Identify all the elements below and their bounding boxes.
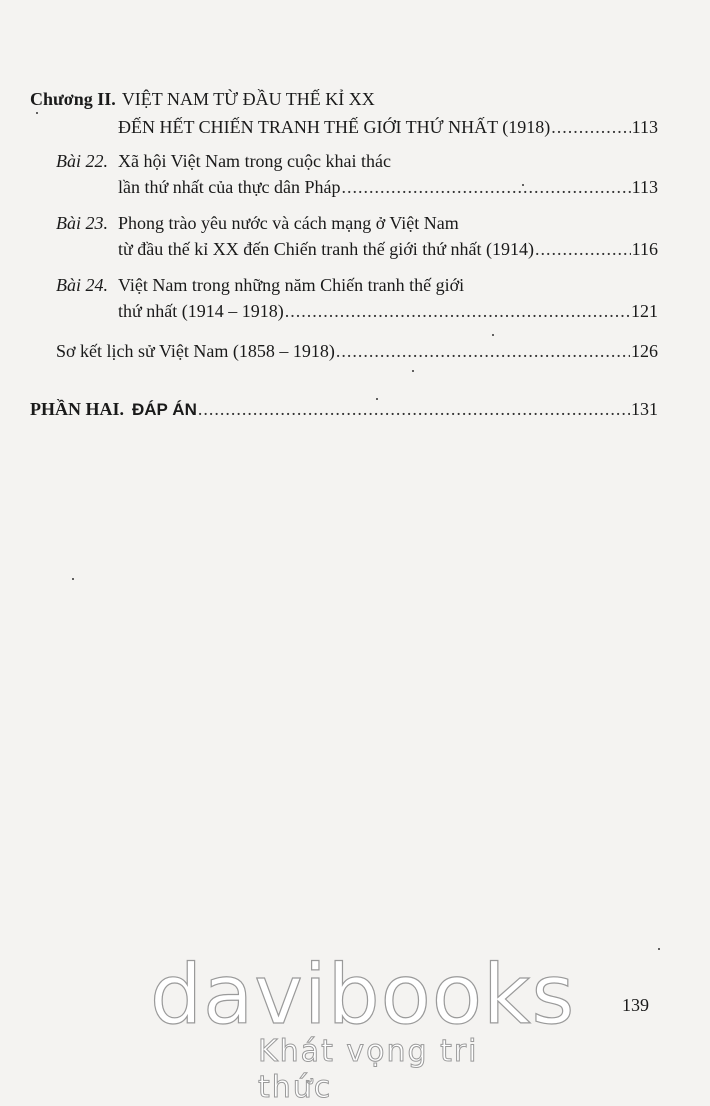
watermark: [150, 948, 576, 1105]
lesson-24-title-line1: Việt Nam trong những năm Chiến tranh thế giới: [118, 275, 465, 295]
lesson-23-line2[interactable]: [118, 238, 658, 260]
chapter-page-number: 113: [631, 117, 658, 137]
part-two-label: PHẦN HAI.: [30, 399, 124, 419]
leader-dots: [341, 176, 630, 198]
part-two-title: ĐÁP ÁN: [132, 400, 197, 419]
part-two-page-number: 131: [631, 399, 658, 419]
leader-dots: [551, 116, 630, 138]
scan-speck: [36, 112, 38, 114]
lesson-24-page-number: 121: [631, 301, 658, 321]
lesson-23-title-line1: Phong trào yêu nước và cách mạng ở Việt Nam: [118, 213, 459, 233]
scan-speck: [412, 370, 414, 372]
summary-title: Sơ kết lịch sử Việt Nam (1858 – 1918): [56, 341, 335, 361]
lesson-22-line2[interactable]: [118, 176, 658, 198]
summary-line[interactable]: [56, 340, 658, 362]
leader-dots: [535, 238, 631, 260]
lesson-23-line1: [118, 212, 459, 234]
watermark-slogan: Khát vọng tri thức: [258, 1034, 479, 1105]
lesson-22-label: Bài 22.: [56, 151, 108, 171]
chapter-title-line2: ĐẾN HẾT CHIẾN TRANH THẾ GIỚI THỨ NHẤT (1918): [118, 117, 551, 137]
leader-dots: [198, 398, 630, 420]
scan-speck: [72, 578, 74, 580]
chapter-heading-line1: [30, 88, 375, 110]
chapter-title-line1: VIỆT NAM TỪ ĐẦU THẾ KỈ XX: [121, 89, 375, 109]
part-two-line[interactable]: [30, 398, 658, 421]
page-number: 139: [622, 995, 649, 1015]
leader-dots: [285, 300, 630, 322]
scan-speck: [492, 334, 494, 336]
lesson-23-label: Bài 23.: [56, 213, 108, 233]
lesson-24-line1: [118, 274, 464, 296]
scan-speck: [658, 948, 660, 950]
lesson-23-title-line2: từ đầu thế kỉ XX đến Chiến tranh thế giới thứ nhất (1914): [118, 239, 534, 259]
lesson-24-label: Bài 24.: [56, 275, 108, 295]
lesson-24-title-line2: thứ nhất (1914 – 1918): [118, 301, 284, 321]
lesson-24-line2[interactable]: [118, 300, 658, 322]
scan-speck: [376, 398, 378, 400]
lesson-22-title-line1: Xã hội Việt Nam trong cuộc khai thác: [118, 151, 392, 171]
chapter-heading-line2[interactable]: [118, 116, 658, 138]
chapter-label: Chương II.: [30, 89, 116, 109]
lesson-22-line1: [118, 150, 391, 172]
lesson-23-page-number: 116: [631, 239, 658, 259]
lesson-22-title-line2: lần thứ nhất của thực dân Pháp: [118, 177, 341, 197]
watermark-brand: davibooks: [150, 948, 576, 1043]
summary-page-number: 126: [631, 341, 658, 361]
lesson-22-page-number: 113: [631, 177, 658, 197]
leader-dots: [336, 340, 630, 362]
scan-speck: [522, 184, 524, 186]
